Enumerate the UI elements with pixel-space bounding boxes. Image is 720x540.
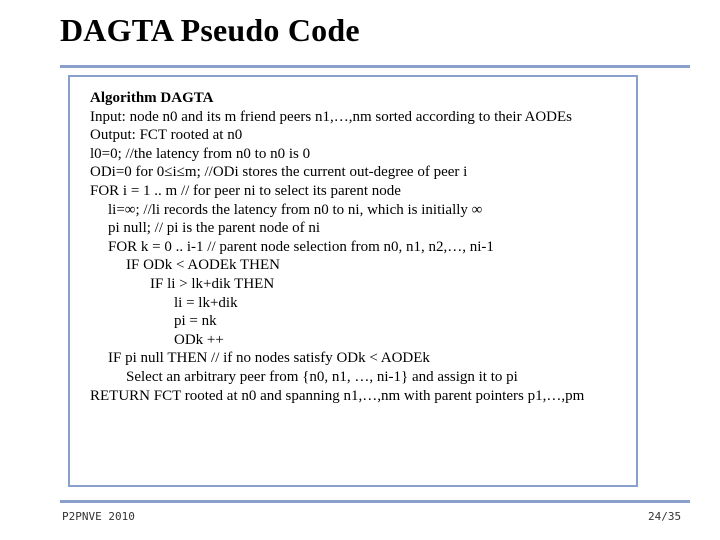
code-line: pi = nk (174, 313, 217, 330)
code-line: pi null; // pi is the parent node of ni (108, 220, 321, 237)
slide-title: DAGTA Pseudo Code (60, 12, 360, 48)
code-line: FOR i = 1 .. m // for peer ni to select its parent node (90, 182, 401, 199)
code-line: l0=0; //the latency from n0 to n0 is 0 (90, 145, 311, 162)
code-line: ODk ++ (174, 331, 224, 348)
code-line: IF pi null THEN // if no nodes satisfy ODk < AODEk (108, 350, 430, 367)
code-line: Output: FCT rooted at n0 (90, 127, 243, 144)
code-line: RETURN FCT rooted at n0 and spanning n1,…,nm with parent pointers p1,…,pm (90, 387, 585, 404)
pseudo-code-panel (68, 75, 638, 487)
code-line: li=∞; //li records the latency from n0 to ni, which is initially ∞ (108, 201, 483, 218)
code-line: IF ODk < AODEk THEN (126, 257, 281, 274)
code-line: li = lk+dik (174, 294, 238, 311)
footer-divider (60, 500, 690, 503)
code-line: Input: node n0 and its m friend peers n1,…,nm sorted according to their AODEs (90, 108, 572, 125)
pseudo-code-block (90, 89, 628, 405)
page-number: 24/35 (648, 510, 682, 523)
code-line: IF li > lk+dik THEN (150, 275, 275, 292)
footer-conference-label: P2PNVE 2010 (62, 510, 135, 523)
code-line: Algorithm DAGTA (90, 90, 214, 106)
code-line: ODi=0 for 0≤i≤m; //ODi stores the current out-degree of peer i (90, 164, 468, 181)
code-line: FOR k = 0 .. i-1 // parent node selection from n0, n1, n2,…, ni-1 (108, 238, 494, 255)
code-line: Select an arbitrary peer from {n0, n1, …, ni-1} and assign it to pi (126, 368, 518, 385)
title-divider (60, 65, 690, 68)
